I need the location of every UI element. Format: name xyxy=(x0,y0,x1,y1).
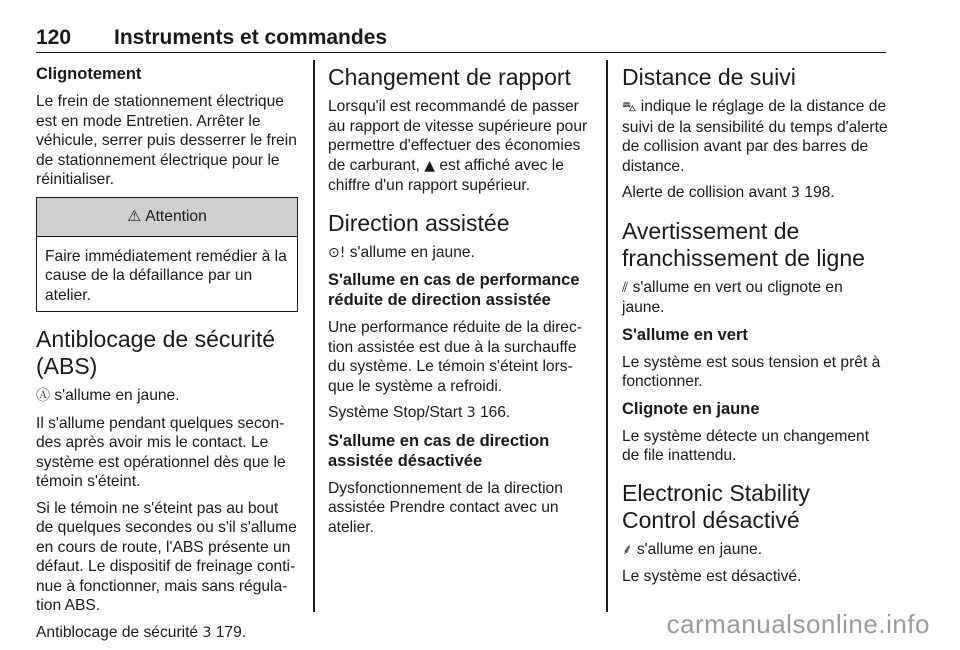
reduced-performance-subheading: S'allume en cas de performance réduite de direction assistée xyxy=(328,271,580,309)
esc-off-heading: Electronic Stability Control désactivé xyxy=(622,479,810,533)
stop-start-cross-reference xyxy=(328,403,594,424)
dist-ref-page[interactable]: 198. xyxy=(804,184,835,201)
site-watermark: carmanualsonline.info xyxy=(666,609,930,639)
esc-status-text: s'allume en jaune. xyxy=(636,540,763,558)
abs-cross-reference xyxy=(36,623,298,644)
clignotement-text: Le frein de stationnement électrique est en mode Entretien. Arrêter le véhicule, serrer puis desserrer le frein de stationnement électrique pour le réinitialiser. xyxy=(36,93,297,188)
gear-shift-heading: Changement de rapport xyxy=(328,64,571,90)
page-title: Instruments et commandes xyxy=(114,26,388,49)
abs-paragraph-2: Il s'allume pendant quelques secon- des après avoir mis le contact. Le système est opérationnel dès que le témoin s'éteint. xyxy=(36,414,286,490)
reduced-performance-text: Une performance réduite de la direc- tion assistée est due à la surchauffe du système. Le témoin s'éteint lors- que le système a refroidi. xyxy=(328,319,582,395)
attention-label: Attention xyxy=(145,207,207,225)
power-steering-heading: Direction assistée xyxy=(328,209,510,236)
abs-status xyxy=(36,386,298,407)
column-2 xyxy=(328,64,594,544)
gear-shift-text xyxy=(328,97,594,196)
abs-ref-text: Antiblocage de sécurité xyxy=(36,623,199,641)
page-number: 120 xyxy=(36,26,72,49)
column-divider-1 xyxy=(313,60,315,612)
esc-off-status xyxy=(622,540,888,561)
lights-green-subheading: S'allume en vert xyxy=(622,325,748,344)
stop-ref-text: Système Stop/Start xyxy=(328,404,463,421)
dist-ref-text: Alerte de collision avant xyxy=(622,184,787,201)
esc-off-icon: ⸙ xyxy=(622,541,633,558)
attention-box xyxy=(36,197,298,313)
distance-text: indique le réglage de la distance de suivi de la sensibilité du temps d'alerte de collision avant par des barres de distance. xyxy=(622,98,888,175)
abs-icon: Ⓐ xyxy=(36,388,50,404)
flashes-yellow-text: Le système détecte un changement de file inattendu. xyxy=(622,427,870,464)
lane-status-text: s'allume en vert ou clignote en jaune. xyxy=(622,278,843,316)
power-steering-status xyxy=(328,243,594,264)
stop-ref-page[interactable]: 166. xyxy=(479,404,511,421)
page-ref-arrow-icon: 3 xyxy=(791,185,800,201)
esc-off-text: Le système est désactivé. xyxy=(622,568,802,585)
page-ref-arrow-icon: 3 xyxy=(202,624,212,641)
lights-green-text: Le système est sous tension et prêt à fonctionner. xyxy=(622,353,881,390)
page-ref-arrow-icon: 3 xyxy=(466,405,476,421)
lane-departure-icon: ⫽ xyxy=(622,279,629,296)
clignotement-heading: Clignotement xyxy=(36,65,142,83)
abs-heading: Antiblocage de sécurité (ABS) xyxy=(36,326,276,379)
abs-ref-page[interactable]: 179. xyxy=(215,623,247,641)
column-3 xyxy=(622,64,888,594)
deactivated-steering-subheading: S'allume en cas de direction assistée désactivée xyxy=(328,431,550,470)
gear-text-b: est affiché avec le chiffre d'un rapport supérieur. xyxy=(328,156,564,194)
page-header xyxy=(36,26,886,53)
warning-triangle-icon: ⚠ xyxy=(127,208,142,225)
abs-paragraph-3: Si le témoin ne s'éteint pas au bout de quelques secondes ou s'il s'allume en cours de route, l'ABS présente un défaut. Le dispositif de freinage conti- nue à fonctionner, mais sans régula- tion ABS. xyxy=(36,499,297,614)
lane-departure-heading: Avertissement de franchissement de ligne xyxy=(622,217,865,271)
collision-alert-cross-reference xyxy=(622,183,888,204)
deactivated-steering-text: Dysfonctionnement de la direction assistée Prendre contact avec un atelier. xyxy=(328,479,563,536)
following-distance-text xyxy=(622,97,888,176)
gear-text-a: Lorsqu'il est recommandé de passer au rapport de vitesse supérieure pour permettre d'effectuer des économies de carburant, xyxy=(328,98,588,174)
steering-status-text: s'allume en jaune. xyxy=(349,243,475,261)
flashes-yellow-subheading: Clignote en jaune xyxy=(622,399,760,418)
attention-header xyxy=(37,198,297,237)
attention-text: Faire immédiatement remédier à la cause de la défaillance par un atelier. xyxy=(45,247,287,304)
column-divider-2 xyxy=(606,60,608,612)
steering-wheel-warning-icon: ⊙! xyxy=(328,244,346,261)
upshift-arrow-icon: ▲ xyxy=(424,157,436,174)
lane-departure-status xyxy=(622,278,888,318)
column-1 xyxy=(36,64,298,650)
vehicle-ahead-icon: ⛍ xyxy=(622,99,637,115)
abs-status-text: s'allume en jaune. xyxy=(54,387,180,404)
following-distance-heading: Distance de suivi xyxy=(622,64,796,90)
